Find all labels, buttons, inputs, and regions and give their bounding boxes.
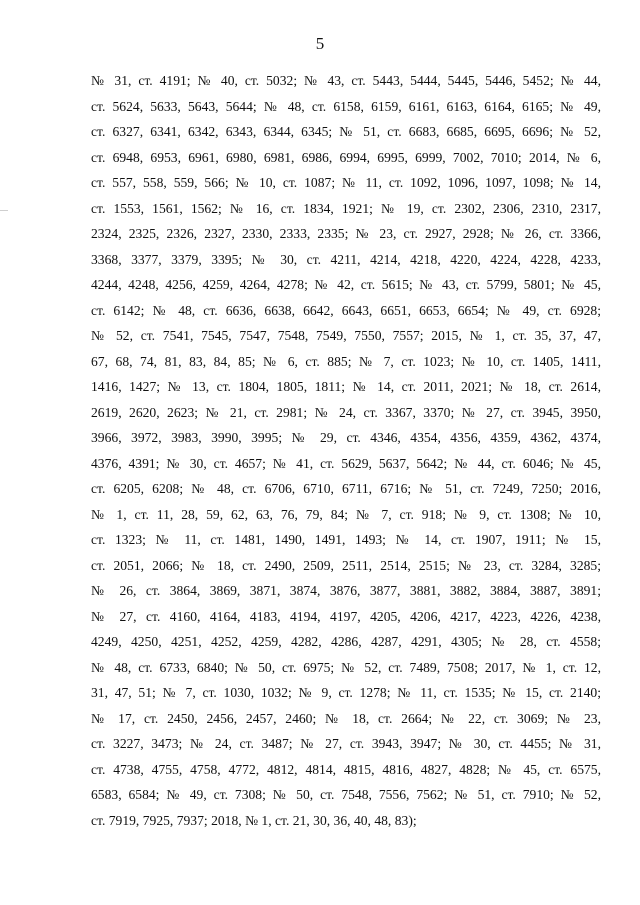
text-line-4: ст. 6948, 6953, 6961, 6980, 6981, 6986, 6994, 6995, 6999, 7002, 7010; 2014, № 6, [91, 149, 601, 165]
text-line-27: ст. 3227, 3473; № 24, ст. 3487; № 27, ст. 3943, 3947; № 30, ст. 4455; № 31, [91, 736, 601, 751]
text-line-30: ст. 7919, 7925, 7937; 2018, № 1, ст. 21, 30, 36, 40, 48, 83); [91, 812, 417, 828]
scan-edge-mark [0, 210, 8, 211]
text-line-18: № 1, ст. 11, 28, 59, 62, 63, 76, 79, 84; № 7, ст. 918; № 9, ст. 1308; № 10, [91, 506, 601, 522]
text-line-29: 6583, 6584; № 49, ст. 7308; № 50, ст. 7548, 7556, 7562; № 51, ст. 7910; № 52, [91, 787, 601, 802]
text-line-24: № 48, ст. 6733, 6840; № 50, ст. 6975; № 52, ст. 7489, 7508; 2017, № 1, ст. 12, [91, 659, 601, 675]
text-line-22: № 27, ст. 4160, 4164, 4183, 4194, 4197, 4205, 4206, 4217, 4223, 4226, 4238, [91, 608, 601, 624]
text-line-2: ст. 5624, 5633, 5643, 5644; № 48, ст. 6158, 6159, 6161, 6163, 6164, 6165; № 49, [91, 98, 601, 114]
text-line-21: № 26, ст. 3864, 3869, 3871, 3874, 3876, 3877, 3881, 3882, 3884, 3887, 3891; [91, 583, 601, 598]
text-line-23: 4249, 4250, 4251, 4252, 4259, 4282, 4286, 4287, 4291, 4305; № 28, ст. 4558; [91, 634, 601, 649]
text-line-15: 3966, 3972, 3983, 3990, 3995; № 29, ст. 4346, 4354, 4356, 4359, 4362, 4374, [91, 430, 601, 445]
page-number: 5 [315, 34, 325, 53]
text-line-12: 67, 68, 74, 81, 83, 84, 85; № 6, ст. 885; № 7, ст. 1023; № 10, ст. 1405, 1411, [91, 353, 601, 369]
text-line-8: 3368, 3377, 3379, 3395; № 30, ст. 4211, 4214, 4218, 4220, 4224, 4228, 4233, [91, 251, 601, 267]
text-line-1: № 31, ст. 4191; № 40, ст. 5032; № 43, ст. 5443, 5444, 5445, 5446, 5452; № 44, [91, 73, 601, 88]
text-line-5: ст. 557, 558, 559, 566; № 10, ст. 1087; № 11, ст. 1092, 1096, 1097, 1098; № 14, [91, 175, 601, 190]
text-line-13: 1416, 1427; № 13, ст. 1804, 1805, 1811; № 14, ст. 2011, 2021; № 18, ст. 2614, [91, 379, 601, 394]
text-line-6: ст. 1553, 1561, 1562; № 16, ст. 1834, 1921; № 19, ст. 2302, 2306, 2310, 2317, [91, 200, 601, 216]
text-line-19: ст. 1323; № 11, ст. 1481, 1490, 1491, 1493; № 14, ст. 1907, 1911; № 15, [91, 532, 601, 547]
text-line-7: 2324, 2325, 2326, 2327, 2330, 2333, 2335; № 23, ст. 2927, 2928; № 26, ст. 3366, [91, 226, 601, 241]
text-line-25: 31, 47, 51; № 7, ст. 1030, 1032; № 9, ст. 1278; № 11, ст. 1535; № 15, ст. 2140; [91, 685, 601, 700]
body-text [91, 68, 601, 833]
text-line-26: № 17, ст. 2450, 2456, 2457, 2460; № 18, ст. 2664; № 22, ст. 3069; № 23, [91, 710, 601, 726]
text-line-9: 4244, 4248, 4256, 4259, 4264, 4278; № 42, ст. 5615; № 43, ст. 5799, 5801; № 45, [91, 277, 601, 292]
text-line-11: № 52, ст. 7541, 7545, 7547, 7548, 7549, 7550, 7557; 2015, № 1, ст. 35, 37, 47, [91, 328, 601, 343]
text-line-17: ст. 6205, 6208; № 48, ст. 6706, 6710, 6711, 6716; № 51, ст. 7249, 7250; 2016, [91, 481, 601, 496]
text-line-20: ст. 2051, 2066; № 18, ст. 2490, 2509, 2511, 2514, 2515; № 23, ст. 3284, 3285; [91, 557, 601, 573]
text-line-16: 4376, 4391; № 30, ст. 4657; № 41, ст. 5629, 5637, 5642; № 44, ст. 6046; № 45, [91, 455, 601, 471]
text-line-28: ст. 4738, 4755, 4758, 4772, 4812, 4814, 4815, 4816, 4827, 4828; № 45, ст. 6575, [91, 761, 601, 777]
text-line-3: ст. 6327, 6341, 6342, 6343, 6344, 6345; № 51, ст. 6683, 6685, 6695, 6696; № 52, [91, 124, 601, 139]
text-line-10: ст. 6142; № 48, ст. 6636, 6638, 6642, 6643, 6651, 6653, 6654; № 49, ст. 6928; [91, 302, 601, 318]
text-line-14: 2619, 2620, 2623; № 21, ст. 2981; № 24, ст. 3367, 3370; № 27, ст. 3945, 3950, [91, 404, 601, 420]
